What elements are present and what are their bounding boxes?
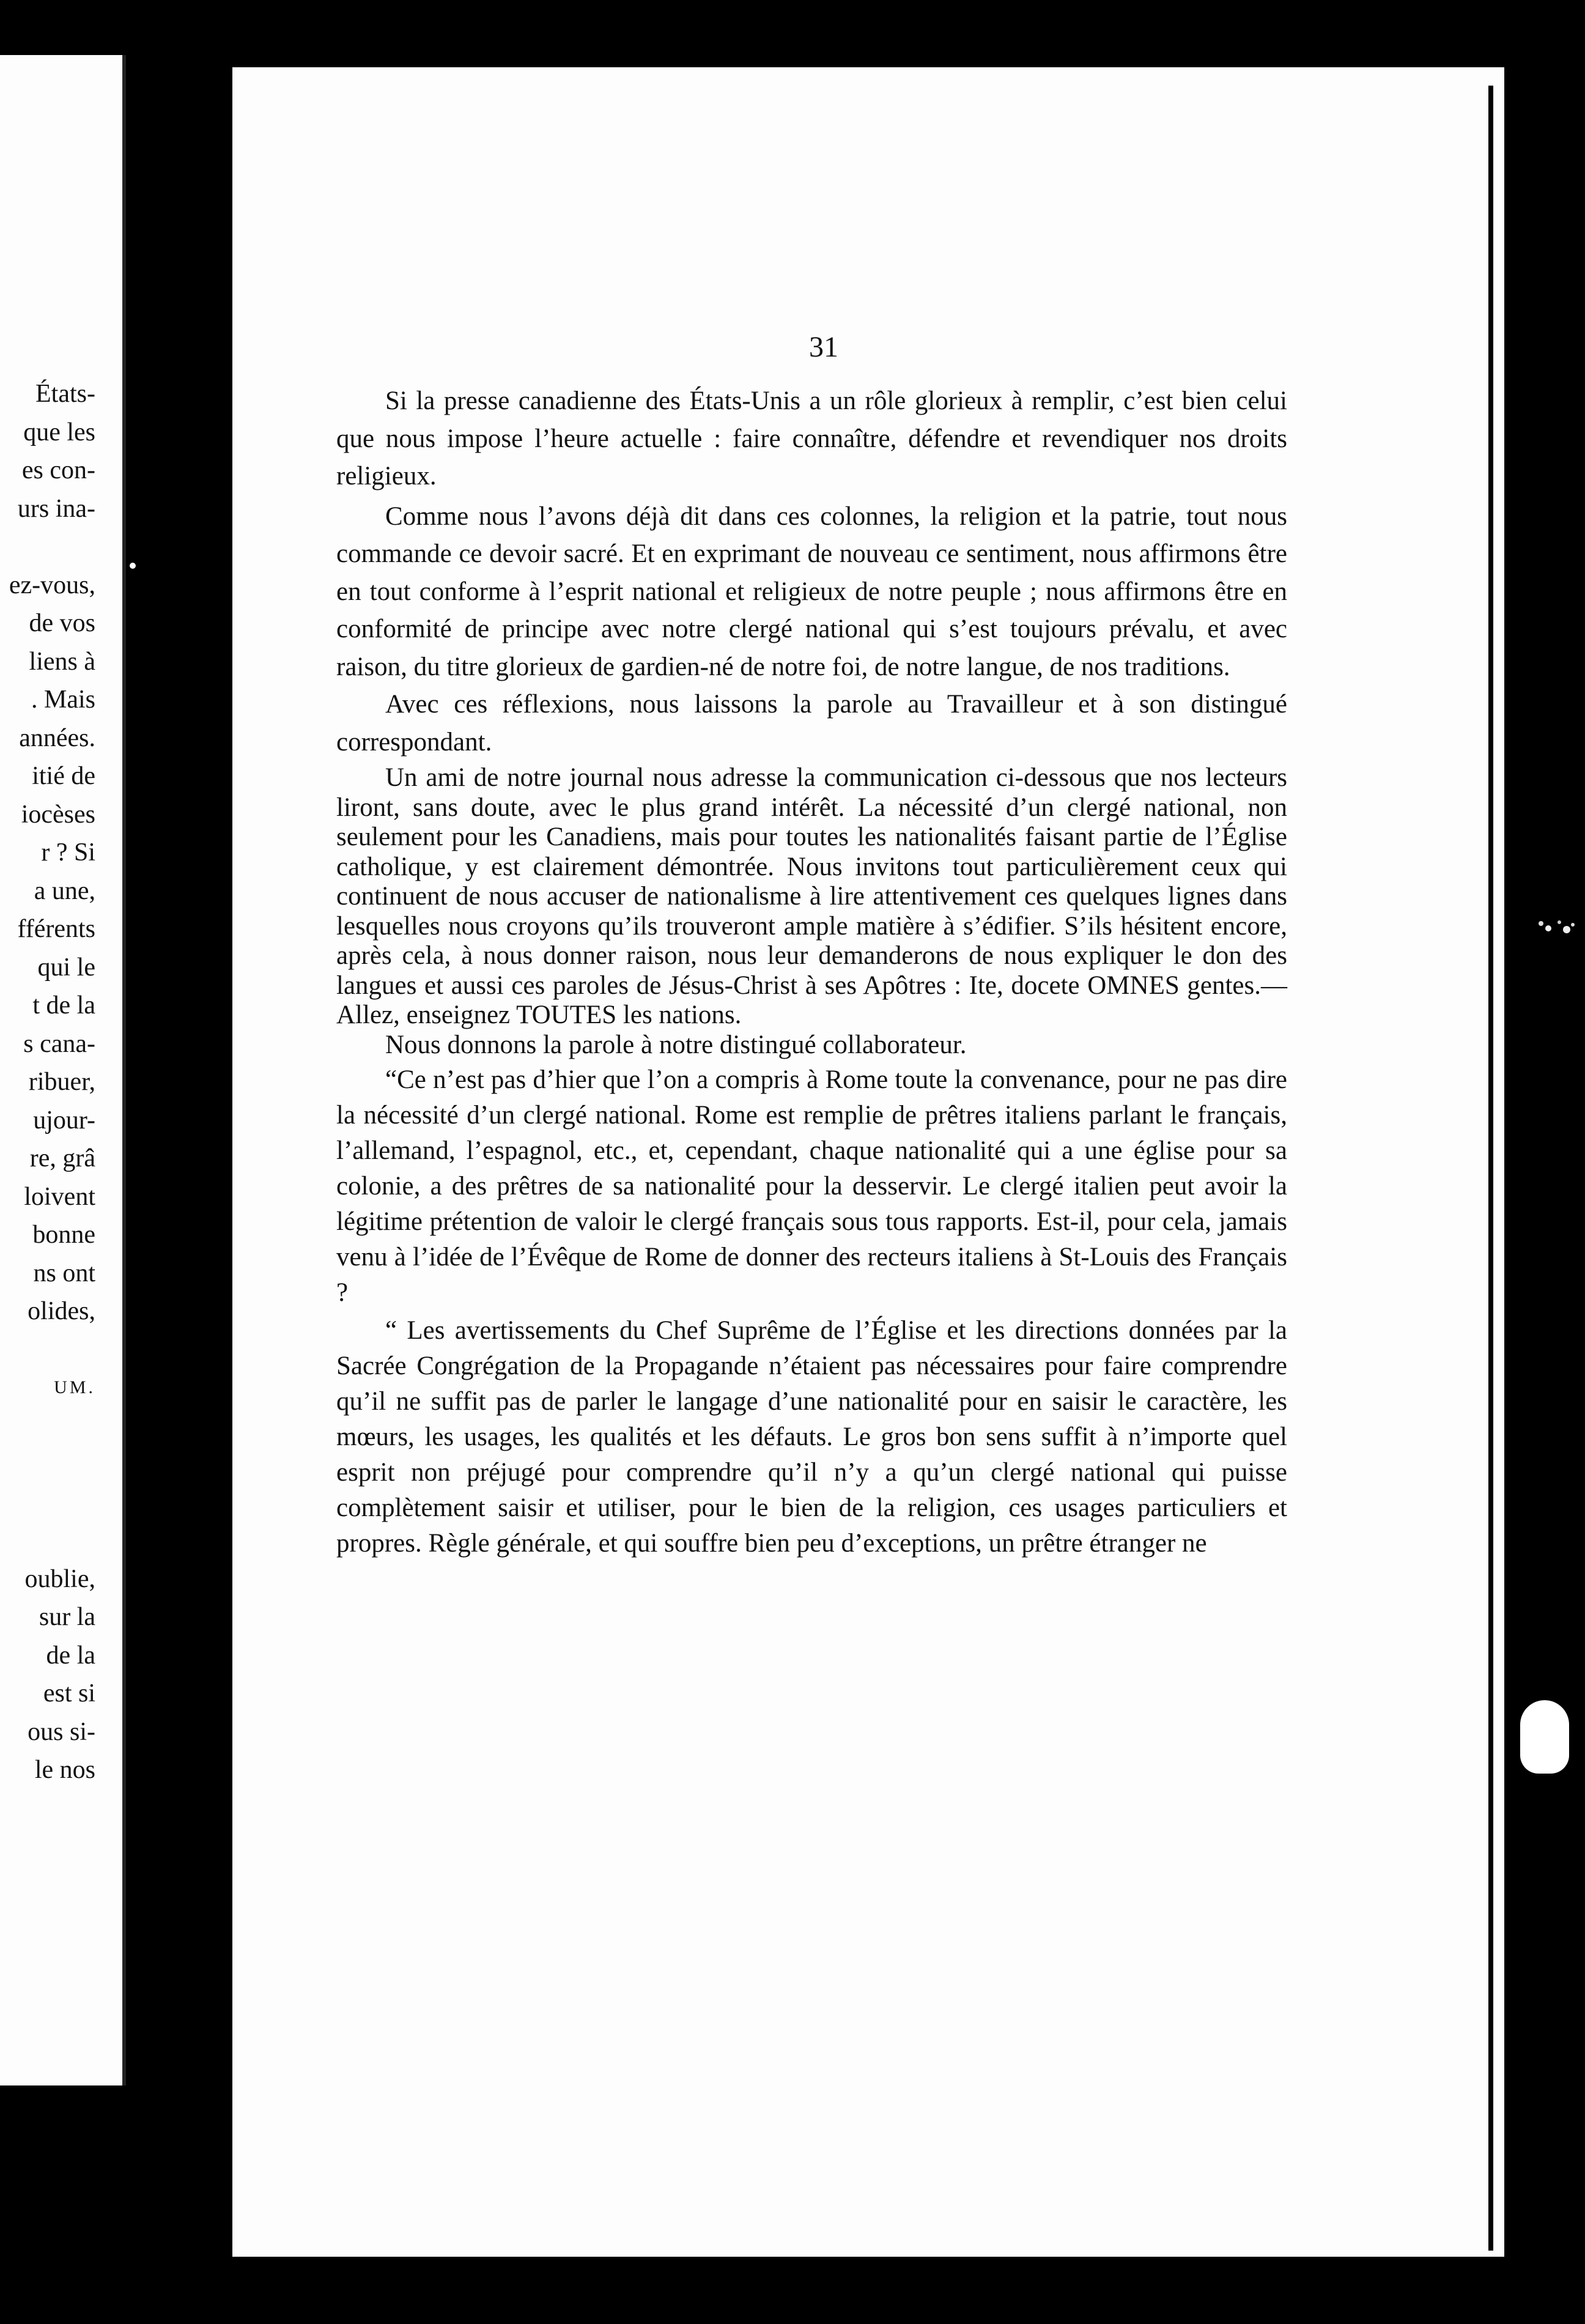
body-text bbox=[336, 382, 1287, 1561]
paragraph: Comme nous l’avons déjà dit dans ces colonnes, la religion et la patrie, tout nous commande ce devoir sacré. Et en exprimant de nouveau ce sentiment, nous affirmons être en tout conforme à l’esprit national et religieux de notre peuple ; nous affirmons être en conformité de principe avec notre clergé national qui s’est toujours prévalu, et avec raison, du titre glorieux de gardien-né de notre foi, de notre langue, de nos traditions. bbox=[336, 501, 1287, 681]
facing-page-line: olides, bbox=[28, 1297, 95, 1325]
paragraph: “ Les avertissements du Chef Suprême de l’Église et les directions données par la Sacrée Congrégation de la Propagande n’étaient pas nécessaires pour faire comprendre qu’il ne suffit pas de parler le langage d’une nationalité pour en saisir le caractère, les mœurs, les usages, les qualités et les défauts. Le gros bon sens suffit à n’importe quel esprit non préjugé pour comprendre qu’il n’y a qu’un clergé national qui puisse complètement saisir et utiliser, pour le bien de la religion, ces usages particuliers et propres. Règle générale, et qui souffre bien peu d’exceptions, un prêtre étranger ne bbox=[336, 1316, 1287, 1558]
facing-page-line: ez-vous, bbox=[9, 571, 95, 599]
facing-page-line: ujour- bbox=[33, 1106, 95, 1134]
facing-page-line: s cana- bbox=[23, 1029, 95, 1058]
facing-page-line: ous si- bbox=[28, 1717, 95, 1746]
ink-dot bbox=[130, 563, 136, 569]
facing-page-line: es con- bbox=[21, 456, 95, 484]
paragraph: Nous donnons la parole à notre distingué collaborateur. bbox=[385, 1030, 967, 1059]
facing-page-line: iocèses bbox=[21, 800, 95, 829]
facing-page-line: de la bbox=[46, 1641, 95, 1670]
facing-page-line: États- bbox=[35, 380, 95, 408]
facing-page-line: UM. bbox=[54, 1377, 95, 1397]
paragraph: Si la presse canadienne des États-Unis a un rôle glorieux à remplir, c’est bien celui que nous impose l’heure actuelle : faire connaître, défendre et revendiquer nos droits religieux. bbox=[336, 387, 1287, 490]
facing-page-line: sur la bbox=[39, 1603, 95, 1631]
facing-page-line: urs ina- bbox=[17, 494, 95, 523]
facing-page-line: années. bbox=[19, 723, 95, 752]
paragraph: Un ami de notre journal nous adresse la communication ci-dessous que nos lecteurs liront, sans doute, avec le plus grand intérêt. La nécessité d’un clergé national, non seulement pour les Canadiens, mais pour toutes les nationalités faisant partie de l’Église catholique, y est clairement démontrée. Nous invitons tout particulièrement ceux qui continuent de nous accuser de nationalisme à lire attentivement ces quelques lignes dans lesquelles nous croyons qu’ils trouveront ample matière à s’édifier. S’ils hésitent encore, après cela, à nous donner raison, nous leur demanderons de nous expliquer le don des langues et aussi ces paroles de Jésus-Christ à ses Apôtres : Ite, docete OMNES gentes.—Allez, enseignez TOUTES les nations. bbox=[336, 763, 1287, 1029]
facing-page-line: ribuer, bbox=[28, 1068, 95, 1096]
facing-page-line: . Mais bbox=[31, 686, 95, 714]
paragraph: “Ce n’est pas d’hier que l’on a compris à Rome toute la convenance, pour ne pas dire la nécessité d’un clergé national. Rome est remplie de prêtres italiens parlant le français, l’allemand, l’espagnol, etc., et, cependant, chaque nationalité qui a une église pour sa colonie, a des prêtres de sa nationalité pour la desservir. Le clergé italien peut avoir la légitime prétention de valoir le clergé français sous tous rapports. Est-il, pour cela, jamais venu à l’idée de l’Évêque de Rome de donner des recteurs italiens à St-Louis des Français ? bbox=[336, 1065, 1287, 1307]
facing-page-line: bonne bbox=[32, 1221, 95, 1249]
facing-page-line: oublie, bbox=[24, 1564, 95, 1593]
facing-page-line: itié de bbox=[32, 762, 95, 790]
facing-page-line: re, grâ bbox=[29, 1144, 95, 1172]
facing-page-line: liens à bbox=[29, 647, 95, 676]
facing-page-line: le nos bbox=[34, 1756, 95, 1784]
facing-page-line: ns ont bbox=[33, 1259, 95, 1287]
facing-page-line: qui le bbox=[37, 953, 95, 982]
facing-page-line: t de la bbox=[32, 991, 95, 1020]
scan-specks bbox=[1535, 911, 1578, 942]
facing-page-fragment bbox=[0, 55, 126, 2085]
facing-page-line: est si bbox=[43, 1679, 95, 1708]
facing-page-line: r ? Si bbox=[41, 838, 95, 867]
scan-blot bbox=[1520, 1700, 1569, 1774]
facing-page-line: fférents bbox=[17, 915, 95, 943]
facing-page-line: de vos bbox=[29, 609, 95, 637]
page-number: 31 bbox=[809, 331, 838, 363]
facing-page-line: que les bbox=[23, 418, 95, 446]
facing-page-line: a une, bbox=[34, 876, 95, 905]
paragraph: Avec ces réflexions, nous laissons la parole au Travailleur et à son distingué correspondant. bbox=[336, 690, 1287, 757]
facing-page-line: loivent bbox=[24, 1182, 95, 1211]
page-edge bbox=[1488, 86, 1493, 2251]
